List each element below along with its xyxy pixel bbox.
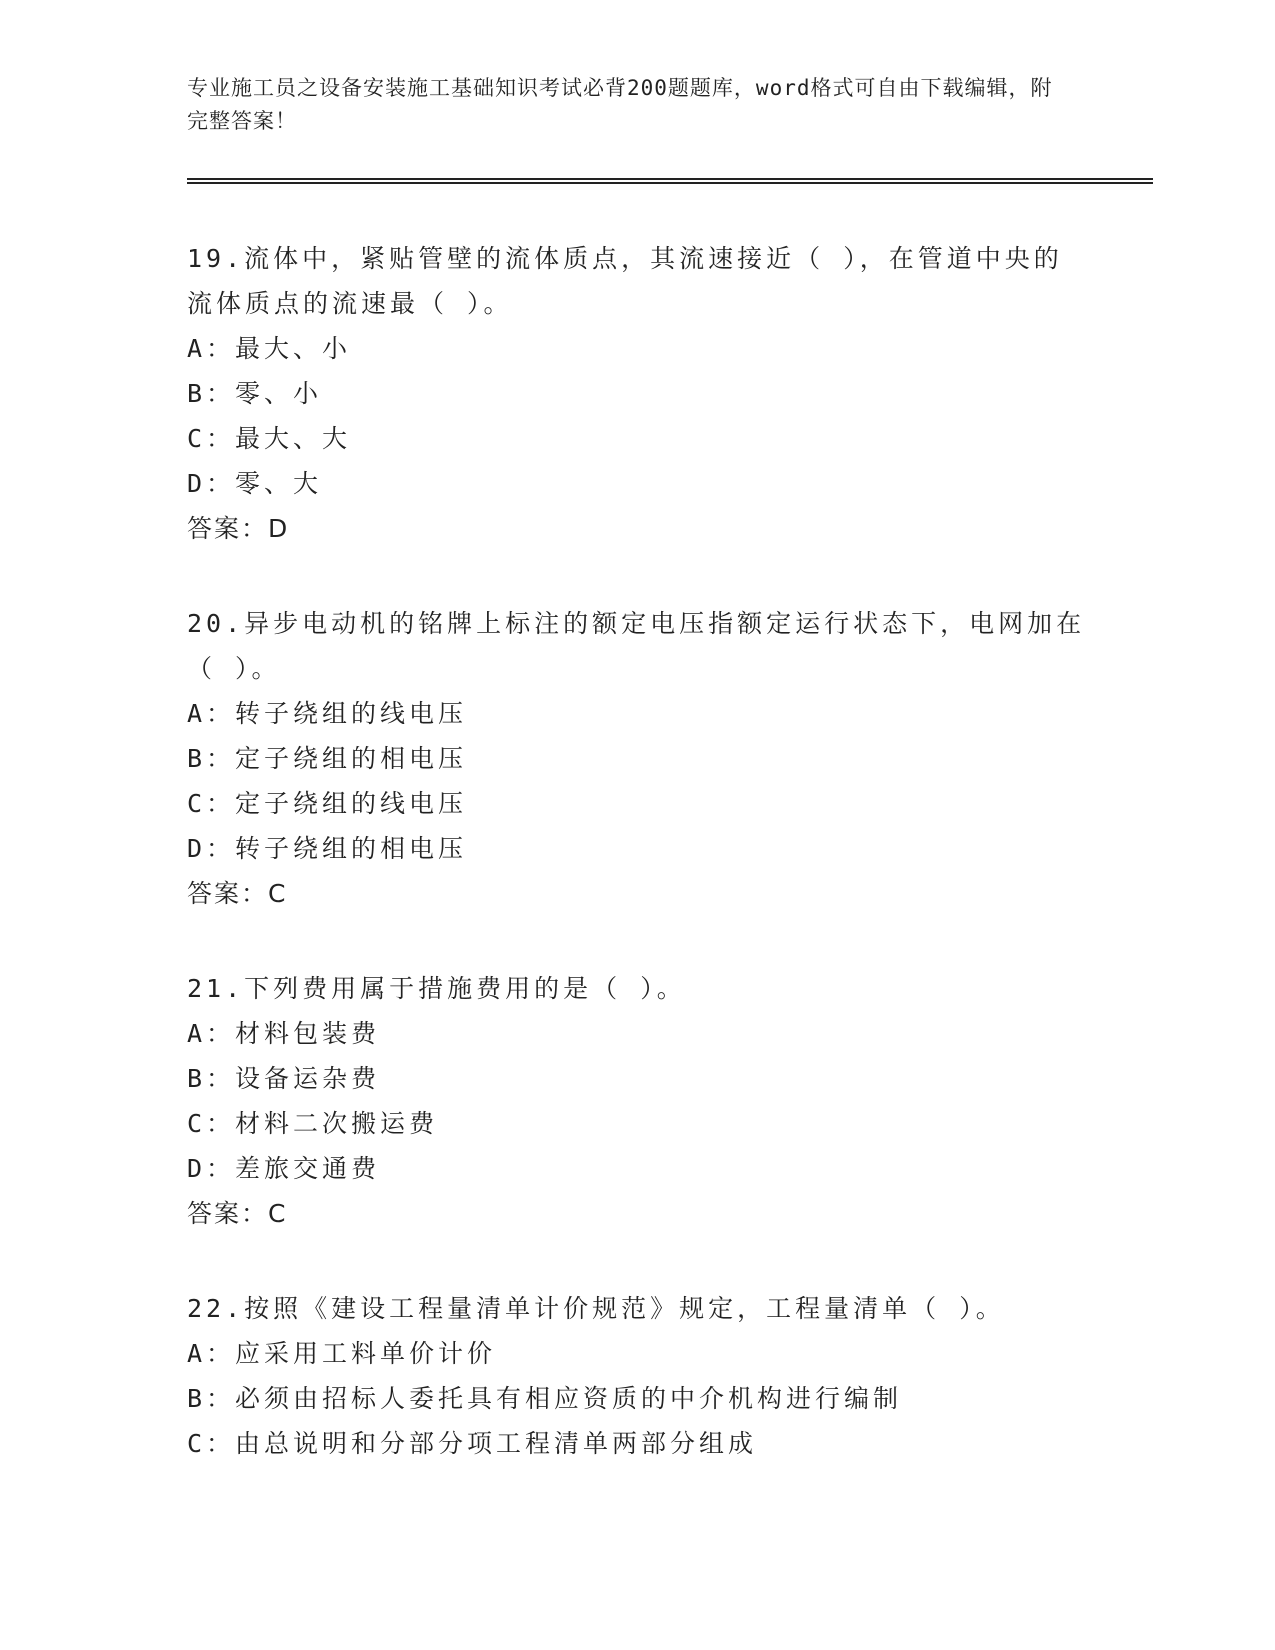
option-d: D：转子绕组的相电压 xyxy=(187,834,468,863)
option-b: B：零、小 xyxy=(187,379,323,408)
option-a: A：材料包装费 xyxy=(187,1019,381,1048)
header-title: 专业施工员之设备安装施工基础知识考试必背200题题库，word格式可自由下载编辑，附完整答案！ xyxy=(187,76,1053,133)
option-c: C：最大、大 xyxy=(187,424,352,453)
document-header xyxy=(187,72,1067,138)
question-text: 19.流体中，紧贴管壁的流体质点，其流速接近（ ），在管道中央的流体质点的流速最（ ）。 xyxy=(187,244,1063,318)
option-c: C：定子绕组的线电压 xyxy=(187,789,468,818)
option-c: C：材料二次搬运费 xyxy=(187,1109,439,1138)
option-d: D：零、大 xyxy=(187,469,323,498)
header-rule-bottom xyxy=(187,182,1153,184)
option-a: A：最大、小 xyxy=(187,334,352,363)
question-text: 22.按照《建设工程量清单计价规范》规定，工程量清单（ ）。 xyxy=(187,1294,1005,1323)
header-rule-top xyxy=(187,178,1153,180)
question-20 xyxy=(187,601,1087,916)
question-text: 21.下列费用属于措施费用的是（ ）。 xyxy=(187,974,686,1003)
option-d: D：差旅交通费 xyxy=(187,1154,381,1183)
question-19 xyxy=(187,236,1087,551)
option-b: B：设备运杂费 xyxy=(187,1064,381,1093)
option-a: A：转子绕组的线电压 xyxy=(187,699,468,728)
question-21 xyxy=(187,966,1087,1236)
option-c: C：由总说明和分部分项工程清单两部分组成 xyxy=(187,1429,758,1458)
option-b: B：定子绕组的相电压 xyxy=(187,744,468,773)
option-a: A：应采用工料单价计价 xyxy=(187,1339,497,1368)
question-text: 20.异步电动机的铭牌上标注的额定电压指额定运行状态下，电网加在（ ）。 xyxy=(187,609,1086,683)
answer: 答案：C xyxy=(187,879,288,908)
question-22 xyxy=(187,1286,1087,1466)
question-list xyxy=(187,236,1087,1516)
answer: 答案：C xyxy=(187,1199,288,1228)
answer: 答案：D xyxy=(187,514,290,543)
option-b: B：必须由招标人委托具有相应资质的中介机构进行编制 xyxy=(187,1384,903,1413)
